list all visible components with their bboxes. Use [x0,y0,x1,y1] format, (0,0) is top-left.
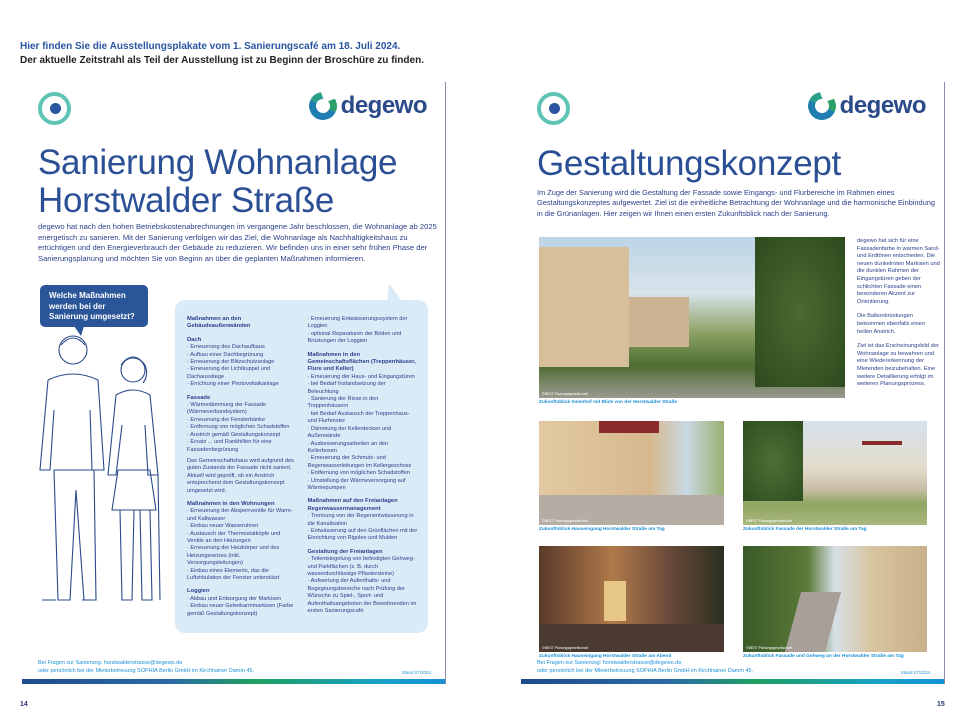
poster-gestaltungskonzept [521,82,945,684]
degewo-logo [808,92,926,120]
intro-header [20,40,424,68]
page-number-left: 14 [20,701,28,708]
measure-item: · Dämmung der Kellerdecken und Außenwände [308,426,419,441]
contact-line-1: Bei Fragen zur Sanierung: horstwalderstrasse@degewo.de [537,660,682,666]
measure-item: · bei Bedarf Austausch der Treppenhaus- und Flurfenster [308,411,419,426]
measures-list [308,316,419,346]
contact-footer [38,659,254,675]
senior-couple-illustration [28,320,178,620]
page-number-right: 15 [937,701,945,708]
measure-item: · Sanierung der Risse in den Treppenhäusern [308,396,419,411]
title-line-2: Horstwalder Straße [38,181,335,220]
contact-footer [537,659,753,675]
measure-item: · Ersatz ... und Rankhilfen für eine Fassadenbegrünung [187,439,298,454]
measures-heading: Maßnahmen in den Wohnungen [187,500,275,507]
measures-list [187,508,298,582]
measure-item: · Erneuerung der Fensterbänke [187,417,298,424]
measure-item: · Erneuerung der Heizkörper und des Heizungsnetzes (inkl. Versorgungsleitungen) [187,545,298,567]
measures-heading: Fassade [187,394,211,401]
contact-line-2: oder persönlich bei der Mieterbetreuung SOPHIA Berlin GmbH im Kirchhainer Damm 45. [38,668,255,674]
description-p2: Die Balkonbrüstungen bekommen ebenfalls einen hellen Anstrich. [857,313,925,335]
measures-column-1 [187,316,298,625]
measures-list [308,374,419,493]
image-credit: ©BEST Planungsgesellschaft [542,519,588,523]
measures-list [187,596,298,618]
measures-list [187,402,298,454]
logo-text: degewo [340,92,427,119]
poster-title: Gestaltungskonzept [537,144,841,183]
header-line-2: Der aktuelle Zeitstrahl als Teil der Ausstellung ist zu Beginn der Broschüre zu finden. [20,55,424,66]
measure-item: · Einbau neuer Wasseruhren [187,523,298,530]
caption-2: Zukunftsblick Hauseingang Horstwalder Straße am Tag [539,527,665,532]
image-credit: ©BEST Planungsgesellschaft [542,392,588,396]
degewo-logo-mark-icon [305,88,341,124]
header-line-1: Hier finden Sie die Ausstellungsplakate vom 1. Sanierungscafé am 18. Juli 2024. [20,41,401,52]
measures-heading: Gestaltung der Freianlagen [307,548,383,555]
rendering-fassade-tag [743,421,927,525]
rendering-hauseingang-abend [539,546,724,652]
measures-heading: Loggien [187,588,210,595]
contact-line-2: oder persönlich bei der Mieterbetreuung SOPHIA Berlin GmbH im Kirchhainer Damm 45. [537,668,754,674]
gradient-bar [22,679,445,684]
measure-item: · Erneuerung der Schmutz- und Regenwasserleitungen im Kellergeschoss [308,455,419,470]
poster-intro: degewo hat nach den hohen Betriebskostenabrechnungen im vergangene Jahr beschlossen, die Wohnanlage ab 2025 energetisch zu sanieren. Mit der Sanierung verfolgen wir das Ziel, die Wohnanlage als Nachhaltigkeitshaus zu ertüchtigen und den Energieverbrauch der Gebäude zu reduzieren. Wir befinden uns in einer sehr frühen Phase der Sanierungsplanung und möchten Sie von Beginn an über die geplanten Maßnahmen informieren. [38,222,437,263]
measures-panel [175,300,428,633]
caption-1: Zukunftsblick Innenhof mit Blick von der Horstwalder Straße [539,400,678,405]
description-p3: Ziel ist das Erscheinungsbild der Wohnanlage zu bewahren und eine Wiedererkennung der Mietenden beizubehalten. Eine weitere Detaillierung erfolgt im weiteren Planungsprozess. [857,343,939,388]
measures-list [187,344,298,388]
measure-item: · bei Bedarf Instandsetzung der Beleuchtung [308,381,419,396]
certification-seal-icon [537,92,570,125]
measure-item: · Trennung von der Regenentwässerung in die Kanalisation [308,513,419,528]
measure-item: · Erneuerung des Dachaufbaus [187,344,298,351]
measure-item: · Einbau eines Elements, das die Luftzirkulation der Fenster unterstützt [187,568,298,583]
measure-item: · Erneuerung der Haus- und Eingangstüren [308,374,419,381]
certification-seal-icon [38,92,71,125]
measure-item: · Wärmedämmung der Fassade (Wärmeverbundsystem) [187,402,298,417]
caption-4: Zukunftsblick Hauseingang Horstwalder Straße am Abend [539,654,672,659]
measures-heading: Dach [187,336,202,343]
measures-heading: Maßnahmen in den Gemeinschaftsflächen (Treppenhäuser, Flure und Keller) [307,351,416,373]
measure-item: · optional Reparaturen der Böden und Brüstungen der Loggien [308,331,419,346]
measures-column-2 [308,316,419,625]
measure-item: · Entfernung von möglichen Schadstoffen [308,470,419,477]
contact-line-1: Bei Fragen zur Sanierung: horstwalderstrasse@degewo.de [38,660,183,666]
measure-item: · Entwässerung auf den Grünflächen mit der Einrichtung von Rigolen und Mulden [308,528,419,543]
measure-item: · Aufwertung der Aufenthalts- und Begegnungsbereiche nach Prüfung der Wünsche zu Spiel-, Sport- und Aufenthaltsangeboten der Bewohnenden im ersten Sanierungscafé [308,578,419,615]
measure-item: · Austausch der Thermostatköpfe und Ventile an den Heizungen [187,531,298,546]
logo-text: degewo [839,92,926,119]
measures-heading: Maßnahmen an den Gebäudeaußenwänden [187,316,251,330]
degewo-logo-mark-icon [804,88,840,124]
measure-item: · Einbau neuer Gelenkarmmarkisen (Farbe gemäß Gestaltungskonzept) [187,603,298,618]
title-line-1: Sanierung Wohnanlage [38,143,398,182]
measure-item: · Aufbau einer Dachbegrünung [187,352,298,359]
measure-item: · Erneuerung der Lichtkuppel und Dachausstiege [187,366,298,381]
measure-item: · Anstrich gemäß Gestaltungskonzept [187,432,298,439]
measure-item: · Umstellung der Wärmeversorgung auf Wärmepumpen [308,478,419,493]
rendering-hauseingang-tag [539,421,724,525]
measures-note: Das Gemeinschaftshaus wird aufgrund des guten Zustands der Fassade nicht saniert. Aktuell wird geprüft, ob ein Anstrich entsprechend dem Gestaltungskonzept umgesetzt wird. [187,457,294,494]
poster-title [38,144,397,220]
rendering-fassade-gehweg [743,546,927,652]
measure-item: · Ausbesserungsarbeiten an den Kellerboxen [308,441,419,456]
measures-list [308,556,419,615]
stand-date: Stand 07/2024 [401,670,431,675]
poster-sanierung [22,82,446,684]
description-p1: degewo hat sich für eine Fassadenfarbe in warmen Sand- und Erdtönen entschieden. Die neuen dunkelroten Markisen und die dunklen Rahmen der Eingangstüren geben der schlichten Fassade einen besonderen Akzent zur Orientierung. [857,238,940,305]
degewo-logo [309,92,427,120]
poster-intro: Im Zuge der Sanierung wird die Gestaltung der Fassade sowie Eingangs- und Flurbereiche im Rahmen eines Gestaltungskonzeptes aufgewertet. Ziel ist die einheitliche Betrachtung der Wohnanlage und die harmonische Einbindung in die Grünanlagen. Hier zeigen wir Ihnen einen ersten Zukunftsblick nach der Sanierung. [537,188,935,218]
measure-item: · Entfernung von möglichen Schadstoffen [187,424,298,431]
gradient-bar [521,679,944,684]
question-bubble: Welche Maßnahmen werden bei der Sanierung umgesetzt? [40,285,148,327]
measures-heading: Maßnahmen auf den Freianlagen Regenwassermanagement [307,498,398,512]
rendering-innenhof [539,237,845,398]
image-credit: ©BEST Planungsgesellschaft [746,519,792,523]
measure-item: · Erneuerung der Blitzschutzanlage [187,359,298,366]
image-credit: ©BEST Planungsgesellschaft [542,646,588,650]
image-credit: ©BEST Planungsgesellschaft [746,646,792,650]
measure-item: · Abbau und Entsorgung der Markisen [187,596,298,603]
measure-item: · Erneuerung Entwässerungssystem der Loggien [308,316,419,331]
measure-item: · Errichtung einer Photovoltaikanlage [187,381,298,388]
measure-item: · Teilentsiegelung von befestigten Gehweg- und Parkflächen (z. B. durch wasserdurchlässige Pflastersteine) [308,556,419,578]
caption-5: Zukunftsblick Fassade und Gehweg an der Horstwalder Straße am Tag [743,654,904,659]
measures-list [308,513,419,543]
stand-date: Stand 07/2024 [900,670,930,675]
caption-3: Zukunftsblick Fassade der Horstwalder Straße am Tag [743,527,867,532]
measure-item: · Erneuerung der Absperrventile für Warm- und Kaltwasser [187,508,298,523]
design-description [857,238,941,396]
